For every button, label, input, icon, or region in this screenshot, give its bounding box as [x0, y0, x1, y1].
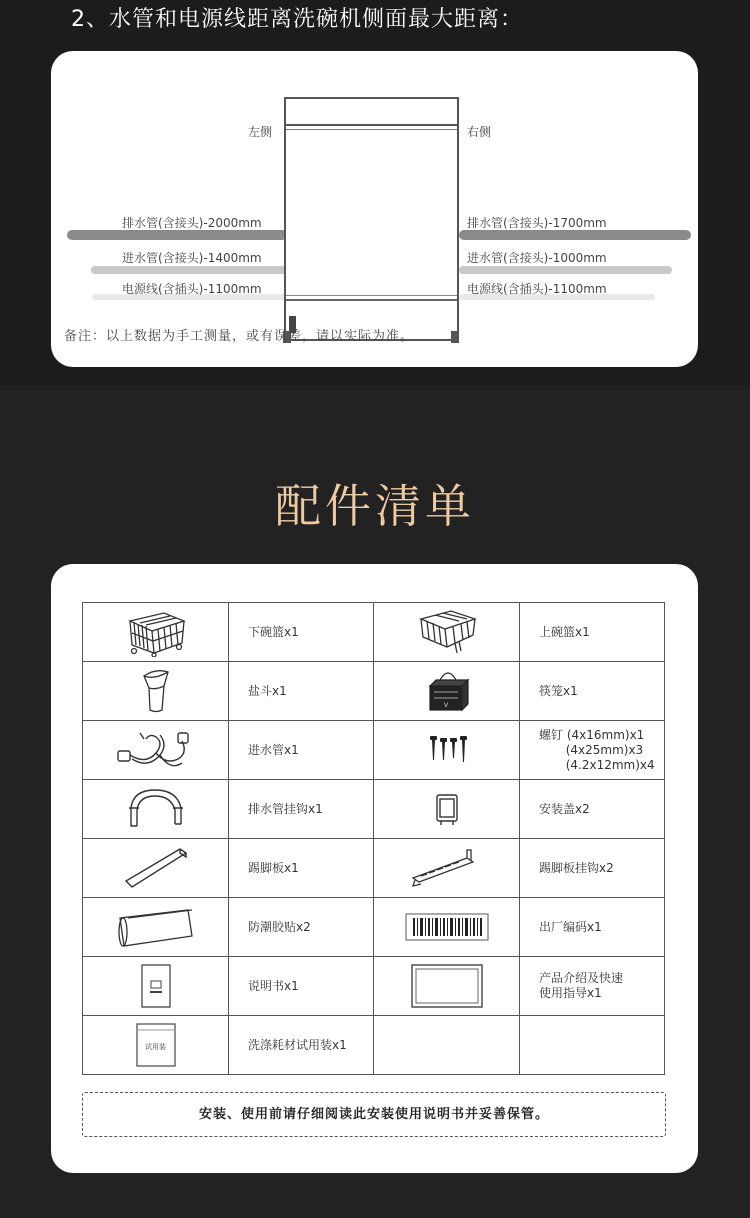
accessory-row	[83, 662, 665, 721]
accessory-image-cell	[83, 839, 229, 898]
accessory-name-cell	[520, 721, 665, 780]
accessory-image-cell	[374, 603, 520, 662]
dishwasher-outline	[284, 97, 459, 341]
accessory-row	[83, 898, 665, 957]
left-side-label: 左侧	[248, 125, 273, 139]
lower-basket-icon	[83, 607, 228, 657]
accessory-image-cell	[374, 839, 520, 898]
accessory-name: 防潮胶贴x2	[248, 919, 311, 934]
right-power-label: 电源线(含插头)-1100mm	[467, 282, 607, 296]
accessory-name: 出厂编码x1	[539, 919, 602, 934]
accessory-row	[83, 603, 665, 662]
accessory-list-card	[51, 564, 698, 1173]
accessory-image-cell	[83, 721, 229, 780]
left-power-label: 电源线(含插头)-1100mm	[122, 282, 262, 296]
accessory-row	[83, 780, 665, 839]
accessory-row	[83, 1016, 665, 1075]
accessory-row	[83, 839, 665, 898]
accessory-image-cell	[374, 1016, 520, 1075]
accessory-image-cell	[83, 957, 229, 1016]
accessory-row	[83, 721, 665, 780]
accessory-name-cell	[520, 957, 665, 1016]
accessory-name-cell	[229, 780, 374, 839]
accessory-image-cell	[83, 662, 229, 721]
manual-icon	[83, 961, 228, 1011]
accessory-image-cell	[374, 898, 520, 957]
accessory-name-cell	[229, 721, 374, 780]
right-side-label: 右侧	[467, 125, 492, 139]
accessory-name: 螺钉 (4x16mm)x1 (4x25mm)x3 (4.2x12mm)x4	[539, 727, 655, 772]
section-title: 配件清单	[275, 479, 475, 533]
accessory-name-cell	[229, 898, 374, 957]
accessory-name-cell	[520, 780, 665, 839]
accessory-row	[83, 957, 665, 1016]
sample-pack-icon	[83, 1020, 228, 1070]
accessory-name: 进水管x1	[248, 742, 299, 757]
accessory-name: 下碗篮x1	[248, 624, 299, 639]
accessory-name: 说明书x1	[248, 978, 299, 993]
right-inlet-pipe	[459, 266, 672, 274]
accessory-name-cell	[229, 957, 374, 1016]
screws-icon	[374, 732, 519, 768]
accessory-name-cell	[520, 603, 665, 662]
accessory-name: 盐斗x1	[248, 683, 287, 698]
accessory-name: 洗涤耗材试用装x1	[248, 1037, 347, 1052]
kickboard-hook-icon	[374, 848, 519, 888]
notice-box: 安装、使用前请仔细阅读此安装使用说明书并妥善保管。	[82, 1092, 666, 1137]
drain-hook-icon	[83, 784, 228, 834]
left-drain-pipe	[67, 230, 287, 240]
dishwasher-foot-right	[451, 331, 459, 343]
accessory-image-cell	[83, 1016, 229, 1075]
accessory-image-cell	[83, 898, 229, 957]
accessory-name: 上碗篮x1	[539, 624, 590, 639]
accessory-name: 筷笼x1	[539, 683, 578, 698]
sample-pack-text: 试用装	[145, 1043, 166, 1051]
accessory-name: 排水管挂钩x1	[248, 801, 323, 816]
measurement-note: 备注：以上数据为手工测量，或有误差，请以实际为准。	[64, 329, 415, 344]
moisture-tape-icon	[83, 902, 228, 952]
kickboard-icon	[83, 843, 228, 893]
accessory-name-cell	[520, 898, 665, 957]
accessory-image-cell	[374, 721, 520, 780]
accessory-name-cell	[229, 662, 374, 721]
barcode-icon	[374, 913, 519, 941]
right-inlet-label: 进水管(含接头)-1000mm	[467, 251, 607, 265]
accessory-image-cell	[83, 603, 229, 662]
accessory-name-cell	[229, 839, 374, 898]
right-drain-pipe	[459, 230, 691, 240]
cutlery-basket-icon	[374, 666, 519, 716]
accessory-name: 踢脚板x1	[248, 860, 299, 875]
accessory-image-cell	[374, 662, 520, 721]
quick-guide-icon	[374, 961, 519, 1011]
left-inlet-pipe	[91, 266, 287, 274]
accessory-image-cell	[83, 780, 229, 839]
left-drain-label: 排水管(含接头)-2000mm	[122, 216, 262, 230]
accessory-name: 安装盖x2	[539, 801, 590, 816]
salt-funnel-icon	[83, 666, 228, 716]
mount-cover-icon	[374, 789, 519, 829]
accessory-name-cell	[520, 839, 665, 898]
svg-text:V: V	[443, 702, 448, 709]
accessory-table	[82, 602, 665, 1075]
accessory-name: 产品介绍及快速 使用指导x1	[539, 971, 624, 1000]
distance-diagram-card	[51, 51, 698, 367]
accessory-name-cell	[520, 662, 665, 721]
accessory-image-cell	[374, 957, 520, 1016]
accessory-name: 踢脚板挂钩x2	[539, 860, 614, 875]
accessory-name-cell	[229, 1016, 374, 1075]
left-inlet-label: 进水管(含接头)-1400mm	[122, 251, 262, 265]
page-heading: 2、水管和电源线距离洗碗机侧面最大距离：	[71, 7, 523, 32]
inlet-hose-icon	[83, 725, 228, 775]
accessory-name-cell	[229, 603, 374, 662]
accessory-image-cell	[374, 780, 520, 839]
right-drain-label: 排水管(含接头)-1700mm	[467, 216, 607, 230]
accessory-name-cell	[520, 1016, 665, 1075]
upper-basket-icon	[374, 607, 519, 657]
